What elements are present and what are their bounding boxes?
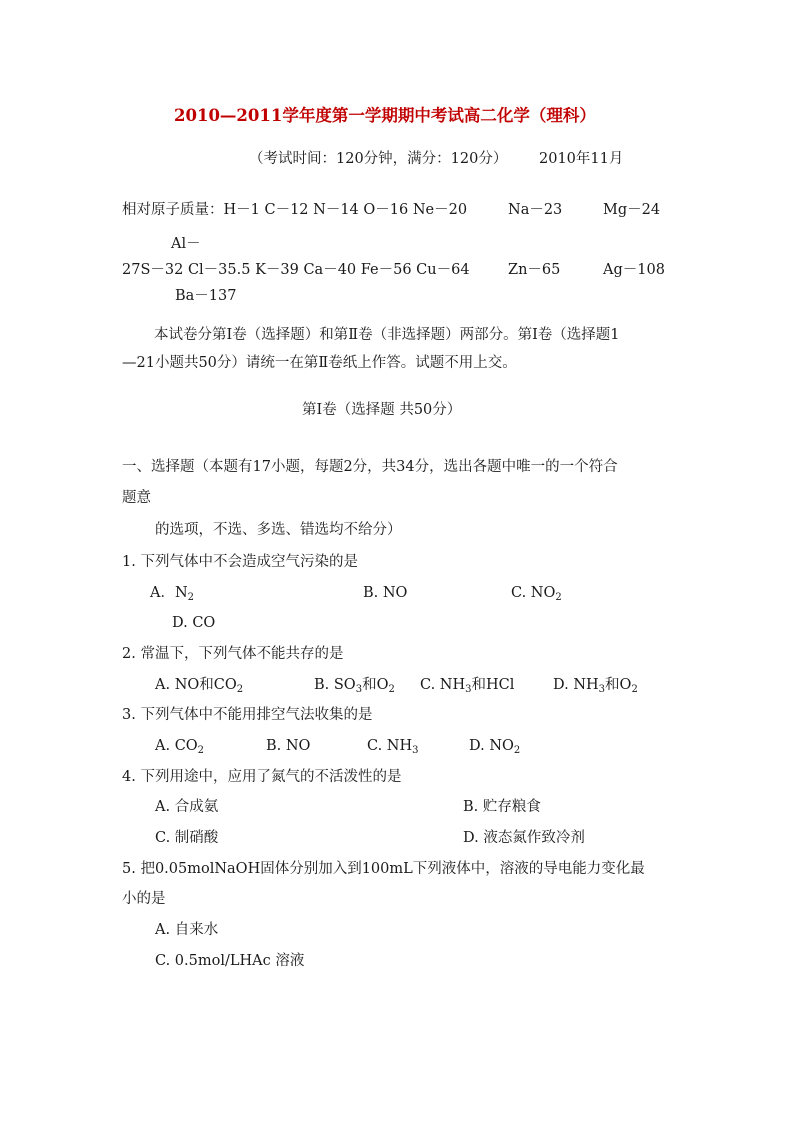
question-3-stem: 3. 下列气体中不能用排空气法收集的是	[122, 707, 373, 723]
question-4-stem: 4. 下列用途中，应用了氮气的不活泼性的是	[122, 769, 402, 785]
q1-option-a: A．$N_2$	[150, 585, 195, 603]
q3-option-a: A. $CO_2$	[155, 738, 205, 756]
atomic-mass-mg: Mg－24	[603, 202, 661, 218]
q2-option-d: D. $NH_3$和$O_2$	[553, 677, 638, 695]
atomic-mass-al: Al－	[171, 236, 201, 252]
q2-option-b: B. $SO_3$和$O_2$	[314, 677, 395, 695]
atomic-mass-na: Na－23	[508, 202, 563, 218]
q1-option-d: D. CO	[172, 615, 216, 631]
atomic-mass-zn: Zn－65	[508, 262, 561, 278]
section1-line2: 题意	[122, 490, 151, 506]
q1-option-c: C. $NO_2$	[511, 585, 562, 603]
q4-option-b: B. 贮存粮食	[463, 799, 541, 815]
question-2-stem: 2. 常温下，下列气体不能共存的是	[122, 646, 344, 662]
q3-option-d: D. $NO_2$	[469, 738, 521, 756]
atomic-mass-ag: Ag－108	[603, 262, 665, 278]
q5-option-c: C. 0.5mol/LHAc 溶液	[155, 953, 305, 969]
part1-title: 第Ⅰ卷（选择题 共50分）	[302, 402, 462, 418]
q5-option-a: A. 自来水	[155, 922, 219, 938]
q2-option-a: A. NO和$CO_2$	[155, 677, 244, 695]
q3-option-c: C. $NH_3$	[367, 738, 419, 756]
q3-option-b: B. NO	[266, 738, 311, 754]
q4-option-c: C. 制硝酸	[155, 830, 219, 846]
question-5-stem-line1: 5. 把0.05molNaOH固体分别加入到100mL下列液体中，溶液的导电能力变化最	[122, 861, 645, 877]
section1-line1: 一、选择题（本题有17小题，每题2分，共34分，选出各题中唯一的一个符合	[122, 459, 618, 475]
intro-line1: 本试卷分第Ⅰ卷（选择题）和第Ⅱ卷（非选择题）两部分。第Ⅰ卷（选择题1	[154, 327, 620, 343]
question-5-stem-line2: 小的是	[122, 891, 166, 907]
atomic-mass-line2: 27S－32 Cl－35.5 K－39 Ca－40 Fe－56 Cu－64	[122, 262, 470, 278]
exam-date: 2010年11月	[539, 151, 624, 167]
page-title: 2010—2011学年度第一学期期中考试高二化学（理科）	[174, 106, 596, 125]
q4-option-a: A. 合成氨	[155, 799, 219, 815]
atomic-mass-line: 相对原子质量：H－1 C－12 N－14 O－16 Ne－20	[122, 202, 468, 218]
intro-line2: —21小题共50分）请统一在第Ⅱ卷纸上作答。试题不用上交。	[122, 355, 517, 371]
q2-option-c: C. $NH_3$和HCl	[420, 677, 515, 695]
q4-option-d: D. 液态氮作致冷剂	[463, 830, 585, 846]
exam-info: （考试时间：120分钟，满分：120分）	[249, 151, 508, 167]
section1-line3: 的选项，不选、多选、错选均不给分）	[155, 522, 402, 538]
atomic-mass-ba: Ba－137	[175, 288, 237, 304]
q1-option-b: B. NO	[363, 585, 408, 601]
question-1-stem: 1. 下列气体中不会造成空气污染的是	[122, 554, 358, 570]
